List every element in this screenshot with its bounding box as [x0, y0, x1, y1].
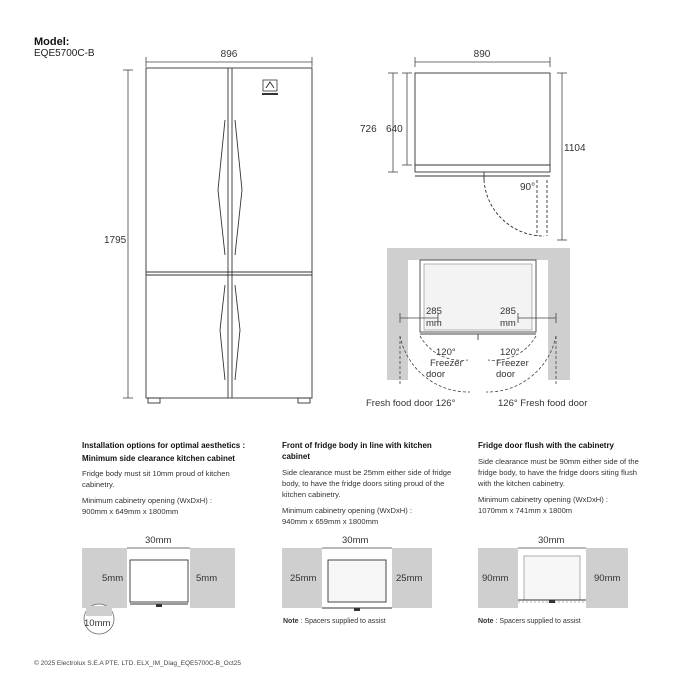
option-3-note-text: : Spacers supplied to assist: [493, 618, 581, 625]
top-view-door-swings: [400, 336, 556, 392]
front-height-label: 1795: [104, 235, 127, 246]
option-1-side-left: 5mm: [102, 573, 124, 584]
option-3-note: [478, 618, 581, 625]
option-2-note: [283, 618, 386, 625]
top-left-clearance: 285 mm: [426, 306, 442, 329]
side-depth-label: 890: [473, 49, 491, 60]
fridge-front: [146, 68, 312, 403]
side-height-inner-label: 640: [386, 124, 403, 135]
top-right-freezer: 120° Freezer door: [496, 347, 529, 380]
option-2-opening-label: Minimum cabinetry opening (WxDxH) :: [282, 506, 412, 515]
model-code: EQE5700C-B: [34, 48, 95, 59]
side-total-depth-label: 1104: [564, 143, 586, 154]
option-3-side-left: 90mm: [482, 573, 509, 584]
option-3-text: [478, 440, 650, 516]
option-3-top-gap: 30mm: [538, 535, 565, 546]
option-2-note-text: : Spacers supplied to assist: [298, 618, 386, 625]
fridge-top-outline: [415, 73, 550, 236]
option-2-body: Side clearance must be 25mm either side of fridge body, to have the fridge doors siting proud of the kitchen cabinetry.: [282, 468, 452, 499]
option-2-text: [282, 440, 454, 527]
side-height-outer-label: 726: [360, 124, 377, 135]
model-heading: Model:: [34, 36, 70, 48]
option-2-side-right: 25mm: [396, 573, 423, 584]
top-right-clearance: 285 mm: [500, 306, 516, 329]
option-1-opening-label: Minimum cabinetry opening (WxDxH) :: [82, 496, 212, 505]
footer-copyright: © 2025 Electrolux S.E.A PTE. LTD. ELX_IM_Diag_EQE5700C-B_Oct25: [34, 660, 241, 667]
option-3-opening-label: Minimum cabinetry opening (WxDxH) :: [478, 495, 608, 504]
front-width-label: 896: [220, 49, 238, 60]
option-3-note-label: Note: [478, 618, 494, 625]
option-1-side-right: 5mm: [196, 573, 218, 584]
option-3-body: Side clearance must be 90mm either side of the fridge body, to have the fridge doors siting flush with the kitchen cabinetry.: [478, 457, 639, 488]
clearance-diagrams: [0, 530, 700, 650]
option-2-top-gap: 30mm: [342, 535, 369, 546]
option-2-note-label: Note: [283, 618, 299, 625]
option-3-title: Fridge door flush with the cabinetry: [478, 441, 615, 450]
option-1-opening-value: 900mm x 649mm x 1800mm: [82, 507, 179, 516]
top-view-cabinet: [387, 248, 570, 380]
top-left-fresh-label: Fresh food door 126°: [366, 398, 456, 409]
top-left-freezer: 120° Freezer door: [426, 347, 463, 380]
option-2-title: Front of fridge body in line with kitchen cabinet: [282, 441, 432, 461]
option-3-side-right: 90mm: [594, 573, 621, 584]
option-1-proud: 10mm: [84, 618, 111, 629]
option-1-text: [82, 440, 262, 517]
option-2-side-left: 25mm: [290, 573, 317, 584]
top-right-fresh-label: 126° Fresh food door: [498, 398, 588, 409]
option-1-body: Fridge body must sit 10mm proud of kitchen cabinetry.: [82, 469, 230, 489]
brand-logo: [262, 80, 278, 95]
option-1-title: Installation options for optimal aesthetics :: [82, 441, 246, 450]
option-1-subtitle: Minimum side clearance kitchen cabinet: [82, 454, 235, 463]
option-1-top-gap: 30mm: [145, 535, 172, 546]
front-height-dimension: [123, 70, 133, 398]
option-3-opening-value: 1070mm x 741mm x 1800m: [478, 506, 573, 515]
side-door-angle-label: 90°: [520, 182, 536, 193]
option-2-opening-value: 940mm x 659mm x 1800mm: [282, 517, 379, 526]
